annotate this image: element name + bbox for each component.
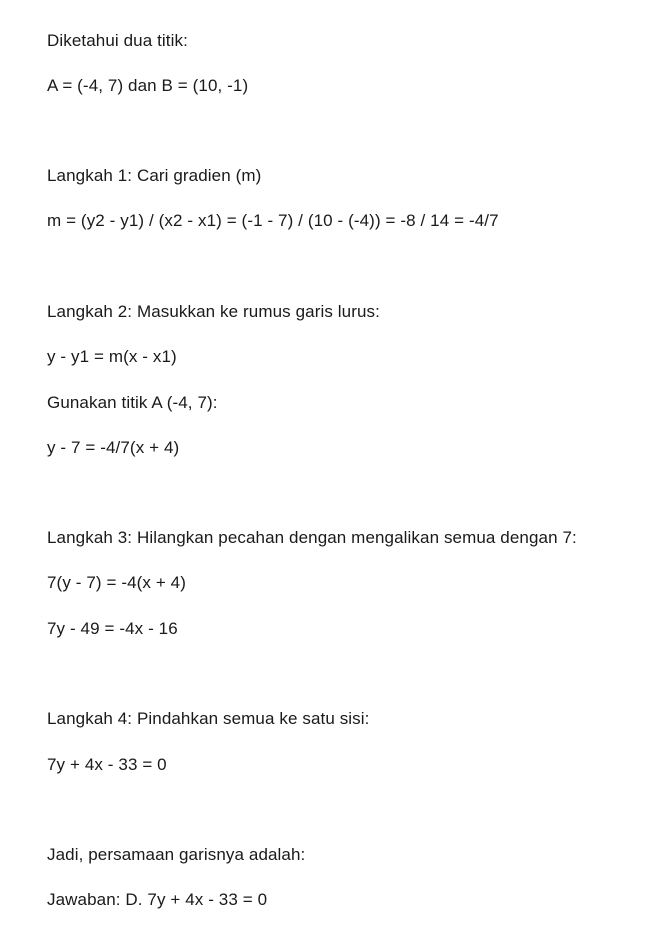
step4-heading: Langkah 4: Pindahkan semua ke satu sisi: bbox=[47, 709, 370, 728]
point-note: Gunakan titik A (-4, 7): bbox=[47, 393, 218, 412]
intro-heading: Diketahui dua titik: bbox=[47, 31, 188, 50]
step4-equation: 7y + 4x - 33 = 0 bbox=[47, 755, 167, 774]
conclusion-heading: Jadi, persamaan garisnya adalah: bbox=[47, 845, 306, 864]
gradient-formula: m = (y2 - y1) / (x2 - x1) = (-1 - 7) / (10 - (-4)) = -8 / 14 = -4/7 bbox=[47, 211, 499, 230]
given-points: A = (-4, 7) dan B = (10, -1) bbox=[47, 76, 249, 95]
final-answer: Jawaban: D. 7y + 4x - 33 = 0 bbox=[47, 890, 268, 909]
step2-heading: Langkah 2: Masukkan ke rumus garis lurus: bbox=[47, 302, 380, 321]
step3-equation-2: 7y - 49 = -4x - 16 bbox=[47, 619, 178, 638]
substituted-equation: y - 7 = -4/7(x + 4) bbox=[47, 438, 180, 457]
step3-heading: Langkah 3: Hilangkan pecahan dengan mengalikan semua dengan 7: bbox=[47, 528, 577, 547]
line-equation-formula: y - y1 = m(x - x1) bbox=[47, 347, 177, 366]
step3-equation-1: 7(y - 7) = -4(x + 4) bbox=[47, 573, 186, 592]
step1-heading: Langkah 1: Cari gradien (m) bbox=[47, 166, 262, 185]
